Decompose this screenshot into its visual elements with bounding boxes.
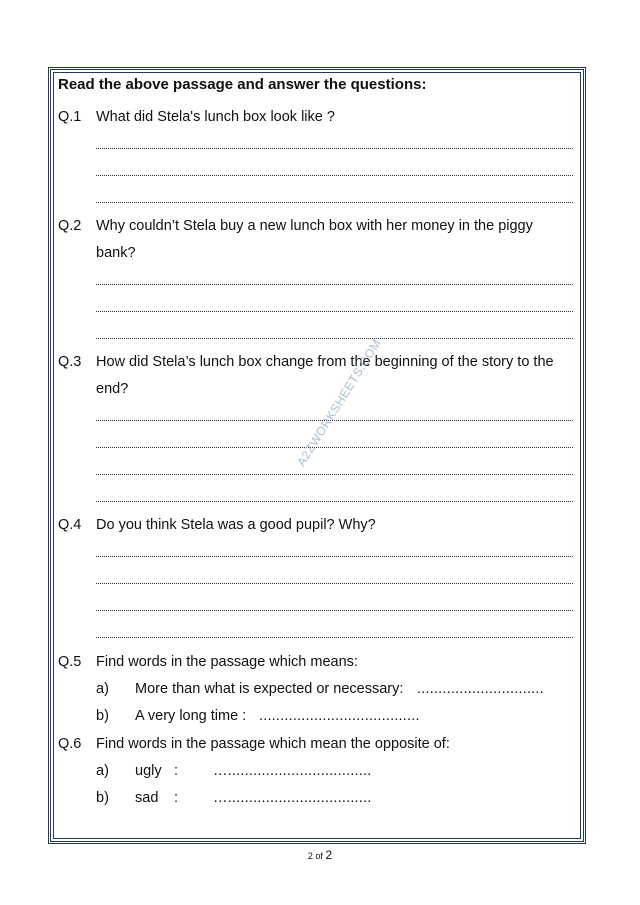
- answer-line[interactable]: [96, 501, 573, 502]
- answer-line[interactable]: [96, 148, 573, 149]
- answer-line[interactable]: [96, 284, 573, 285]
- question-number: Q.3: [58, 354, 82, 370]
- page-of: of: [315, 851, 323, 861]
- question-text: What did Stela's lunch box look like ?: [96, 109, 335, 125]
- fill-in-blank[interactable]: ......................................: [259, 708, 420, 724]
- question-text: Find words in the passage which mean the opposite of:: [96, 736, 450, 752]
- question-number: Q.1: [58, 109, 82, 125]
- sub-item-colon: :: [174, 763, 179, 779]
- answer-line[interactable]: [96, 474, 573, 475]
- instructions-heading: Read the above passage and answer the questions:: [58, 76, 427, 93]
- fill-in-blank[interactable]: …..................................: [213, 790, 372, 806]
- fill-in-blank[interactable]: ..............................: [417, 681, 544, 697]
- answer-line[interactable]: [96, 175, 573, 176]
- page-footer: [0, 848, 640, 862]
- sub-item-letter: a): [96, 681, 109, 697]
- question-text: Do you think Stela was a good pupil? Why?: [96, 517, 376, 533]
- question-text-continued: bank?: [96, 245, 136, 261]
- question-text: How did Stela’s lunch box change from the beginning of the story to the: [96, 354, 554, 370]
- fill-in-blank[interactable]: …..................................: [213, 763, 372, 779]
- question-text-continued: end?: [96, 381, 129, 397]
- answer-line[interactable]: [96, 637, 573, 638]
- page-total: 2: [325, 848, 333, 862]
- sub-item-letter: b): [96, 708, 109, 724]
- sub-item-letter: a): [96, 763, 109, 779]
- page-border: [48, 67, 586, 844]
- sub-item-text: More than what is expected or necessary:: [135, 681, 404, 697]
- sub-item-text: sad: [135, 790, 159, 806]
- answer-line[interactable]: [96, 447, 573, 448]
- sub-item-text: A very long time :: [135, 708, 247, 724]
- sub-item-letter: b): [96, 790, 109, 806]
- question-number: Q.5: [58, 654, 82, 670]
- question-number: Q.4: [58, 517, 82, 533]
- question-number: Q.6: [58, 736, 82, 752]
- answer-line[interactable]: [96, 583, 573, 584]
- answer-line[interactable]: [96, 338, 573, 339]
- sub-item-colon: :: [174, 790, 179, 806]
- question-text: Why couldn’t Stela buy a new lunch box with her money in the piggy: [96, 218, 533, 234]
- answer-line[interactable]: [96, 202, 573, 203]
- answer-line[interactable]: [96, 311, 573, 312]
- sub-item-text: ugly: [135, 763, 162, 779]
- question-text: Find words in the passage which means:: [96, 654, 358, 670]
- answer-line[interactable]: [96, 610, 573, 611]
- page-number: 2: [307, 851, 313, 861]
- question-number: Q.2: [58, 218, 82, 234]
- answer-line[interactable]: [96, 556, 573, 557]
- watermark: A2ZWORKSHEETS.COM: [294, 336, 384, 469]
